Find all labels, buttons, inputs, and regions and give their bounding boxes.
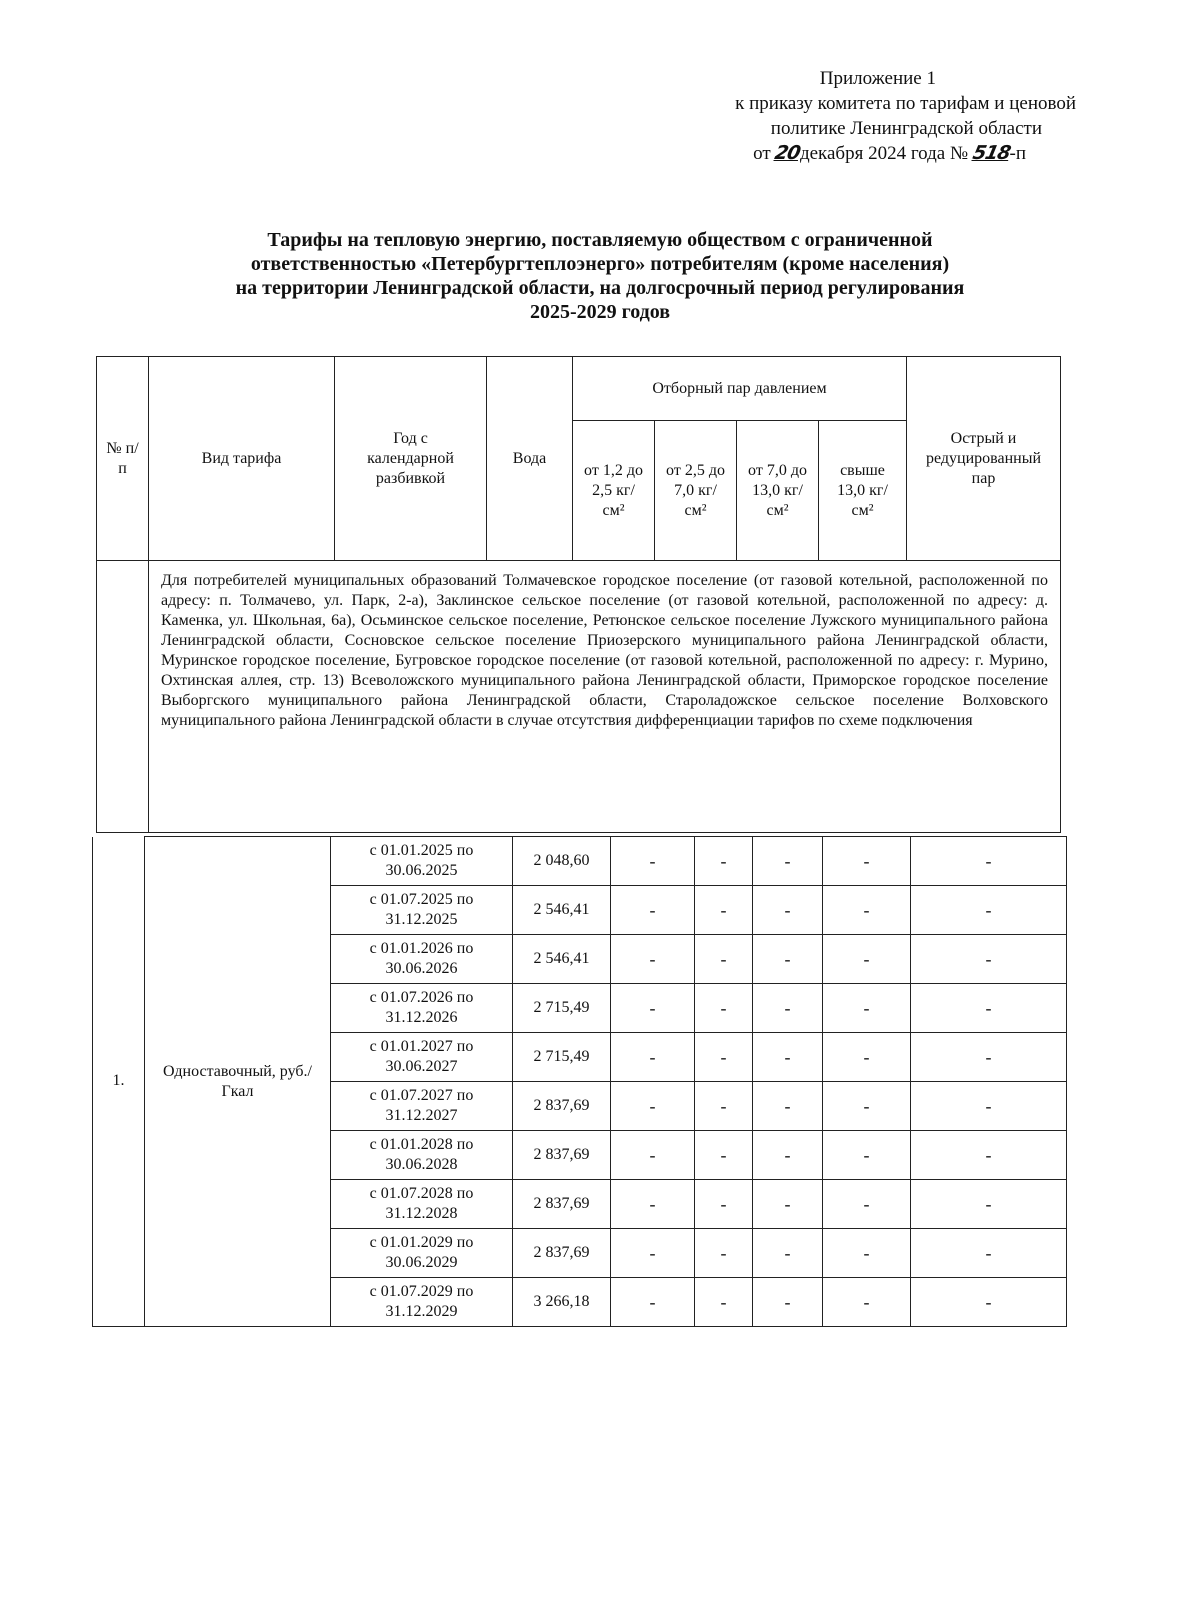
empty-value-cell: -	[611, 1180, 695, 1229]
date-middle: декабря 2024 года №	[799, 143, 969, 164]
empty-value-cell: -	[823, 1229, 911, 1278]
empty-value-cell: -	[823, 984, 911, 1033]
header-tariff-type: Вид тарифа	[149, 357, 335, 561]
period-cell: с 01.01.2027 по 30.06.2027	[331, 1033, 513, 1082]
water-tariff-cell: 3 266,18	[513, 1278, 611, 1327]
date-prefix: от	[753, 143, 771, 164]
period-cell: с 01.07.2028 по 31.12.2028	[331, 1180, 513, 1229]
empty-value-cell: -	[911, 837, 1067, 886]
empty-value-cell: -	[911, 1229, 1067, 1278]
tariff-header-table	[96, 356, 1061, 833]
water-tariff-cell: 2 837,69	[513, 1131, 611, 1180]
header-year: Год с календарной разбивкой	[335, 357, 487, 561]
row-number-top	[97, 561, 149, 833]
handwritten-order-number: 518	[970, 142, 1012, 164]
empty-value-cell: -	[753, 1082, 823, 1131]
empty-value-cell: -	[911, 886, 1067, 935]
empty-value-cell: -	[695, 1278, 753, 1327]
empty-value-cell: -	[911, 984, 1067, 1033]
period-cell: с 01.01.2025 по 30.06.2025	[331, 837, 513, 886]
empty-value-cell: -	[911, 1278, 1067, 1327]
empty-value-cell: -	[695, 837, 753, 886]
empty-value-cell: -	[695, 984, 753, 1033]
appendix-committee: политике Ленинградской области	[770, 118, 1042, 139]
document-title	[150, 228, 1050, 324]
order-suffix: -п	[1009, 143, 1026, 164]
empty-value-cell: -	[695, 1033, 753, 1082]
empty-value-cell: -	[823, 1180, 911, 1229]
empty-value-cell: -	[753, 1033, 823, 1082]
empty-value-cell: -	[823, 837, 911, 886]
empty-value-cell: -	[911, 1033, 1067, 1082]
empty-value-cell: -	[611, 935, 695, 984]
header-pressure-1: от 1,2 до 2,5 кг/см²	[573, 421, 655, 561]
empty-value-cell: -	[823, 1131, 911, 1180]
header-pressure-2: от 2,5 до 7,0 кг/см²	[655, 421, 737, 561]
empty-value-cell: -	[695, 886, 753, 935]
empty-value-cell: -	[753, 886, 823, 935]
header-num: № п/п	[97, 357, 149, 561]
empty-value-cell: -	[823, 886, 911, 935]
empty-value-cell: -	[911, 1131, 1067, 1180]
water-tariff-cell: 2 837,69	[513, 1082, 611, 1131]
empty-value-cell: -	[695, 1180, 753, 1229]
header-water: Вода	[487, 357, 573, 561]
empty-value-cell: -	[823, 1033, 911, 1082]
period-cell: с 01.01.2029 по 30.06.2029	[331, 1229, 513, 1278]
empty-value-cell: -	[753, 1229, 823, 1278]
empty-value-cell: -	[823, 935, 911, 984]
empty-value-cell: -	[611, 837, 695, 886]
empty-value-cell: -	[695, 1082, 753, 1131]
water-tariff-cell: 2 837,69	[513, 1229, 611, 1278]
appendix-title: Приложение 1	[819, 68, 936, 89]
header-pressure-4: свыше 13,0 кг/см²	[819, 421, 907, 561]
water-tariff-cell: 2 837,69	[513, 1180, 611, 1229]
empty-value-cell: -	[753, 984, 823, 1033]
header-steam-group: Отборный пар давлением	[573, 357, 907, 421]
empty-value-cell: -	[911, 1180, 1067, 1229]
empty-value-cell: -	[753, 1278, 823, 1327]
title-line-4: 2025-2029 годов	[529, 301, 671, 323]
empty-value-cell: -	[753, 1180, 823, 1229]
empty-value-cell: -	[753, 1131, 823, 1180]
header-pressure-3: от 7,0 до 13,0 кг/см²	[737, 421, 819, 561]
title-line-1: Тарифы на тепловую энергию, поставляемую обществом с ограниченной	[267, 229, 933, 251]
empty-value-cell: -	[695, 1131, 753, 1180]
empty-value-cell: -	[911, 1082, 1067, 1131]
water-tariff-cell: 2 546,41	[513, 886, 611, 935]
tariff-rows	[93, 837, 1067, 1327]
period-cell: с 01.07.2027 по 31.12.2027	[331, 1082, 513, 1131]
title-line-3: на территории Ленинградской области, на долгосрочный период регулирования	[235, 277, 965, 299]
header-sharp-steam: Острый и редуцированный пар	[907, 357, 1061, 561]
period-cell: с 01.07.2025 по 31.12.2025	[331, 886, 513, 935]
empty-value-cell: -	[695, 935, 753, 984]
appendix-header	[735, 66, 1076, 166]
empty-value-cell: -	[695, 1229, 753, 1278]
empty-value-cell: -	[911, 935, 1067, 984]
empty-value-cell: -	[611, 1082, 695, 1131]
period-cell: с 01.01.2026 по 30.06.2026	[331, 935, 513, 984]
empty-value-cell: -	[823, 1082, 911, 1131]
empty-value-cell: -	[753, 935, 823, 984]
appendix-order-ref: к приказу комитета по тарифам и ценовой	[735, 93, 1076, 114]
empty-value-cell: -	[611, 1131, 695, 1180]
table-row	[93, 837, 1067, 886]
appendix-date	[735, 141, 1026, 166]
water-tariff-cell: 2 715,49	[513, 1033, 611, 1082]
period-cell: с 01.01.2028 по 30.06.2028	[331, 1131, 513, 1180]
empty-value-cell: -	[611, 886, 695, 935]
empty-value-cell: -	[611, 1229, 695, 1278]
water-tariff-cell: 2 048,60	[513, 837, 611, 886]
period-cell: с 01.07.2026 по 31.12.2026	[331, 984, 513, 1033]
handwritten-day: 20	[773, 142, 803, 164]
empty-value-cell: -	[823, 1278, 911, 1327]
title-line-2: ответственностью «Петербургтеплоэнерго» потребителям (кроме населения)	[250, 253, 950, 275]
tariff-data-table	[92, 836, 1067, 1327]
empty-value-cell: -	[611, 984, 695, 1033]
row-number: 1.	[93, 837, 145, 1327]
water-tariff-cell: 2 546,41	[513, 935, 611, 984]
consumer-description: Для потребителей муниципальных образований Толмачевское городское поселение (от газовой котельной, расположенной по адресу: п. Толмачево, ул. Парк, 2-а), Заклинское сельское поселение (от газовой котельной, расположенной по адресу: д. Каменка, ул. Школьная, 6а), Осьминское сельское поселение, Ретюнское сельское поселение Лужского муниципального района Ленинградской области, Сосновское сельское поселение Приозерского муниципального района Ленинградской области, Муринское городское поселение, Бугровское городское поселение (от газовой котельной, расположенной по адресу: г. Мурино, Охтинская аллея, стр. 13) Всеволожского муниципального района Ленинградской области, Приморское городское поселение Выборгского муниципального района Ленинградской области, Староладожское сельское поселение Волховского муниципального района Ленинградской области в случае отсутствия дифференциации тарифов по схеме подключения	[149, 561, 1061, 833]
empty-value-cell: -	[611, 1033, 695, 1082]
water-tariff-cell: 2 715,49	[513, 984, 611, 1033]
period-cell: с 01.07.2029 по 31.12.2029	[331, 1278, 513, 1327]
tariff-type-cell: Одноставочный, руб./Гкал	[145, 837, 331, 1327]
empty-value-cell: -	[611, 1278, 695, 1327]
empty-value-cell: -	[753, 837, 823, 886]
